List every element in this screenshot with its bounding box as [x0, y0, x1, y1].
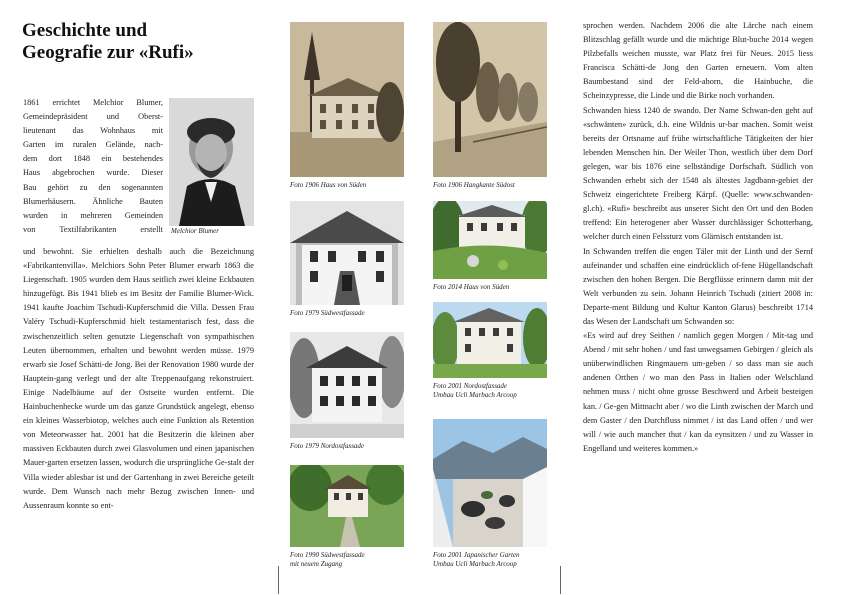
photo-2001-japanese-garden-credit: Umbau Ucli Marbach Arcoop: [433, 560, 517, 568]
photo-1990-southwest-caption: Foto 1990 Südwestfassade: [290, 551, 365, 559]
photo-1906-house-caption: Foto 1906 Haus von Süden: [290, 181, 367, 189]
lead-line: von Textilfabrikanten erstellt: [23, 224, 163, 234]
paragraph: In Schwanden treffen die engen Täler mit der Linth und der Sernf aufeinander und schaffen eine eindrücklich of-fene Hügellandschaft zwischen den hohen Bergen. Die Bergflüsse erinnern damn mit der Welt verbunden zu sein. Johann Heinrich Tschudi (zitiert 2008 in: Departe-ment Bildung und Kultur Kanton Glarus) beschreibt 1714 das Wesen der Landschaft um Schwanden so:: [583, 246, 813, 326]
photo-2001-northeast-credit: Umbau Ucli Marbach Arcoop: [433, 391, 517, 399]
lead-line: dem dort 1848 ein bestehendes: [23, 154, 163, 164]
photo-1990-southwest: [290, 465, 404, 547]
photo-2014-house-caption: Foto 2014 Haus von Süden: [433, 283, 510, 291]
photo-1979-northeast-caption: Foto 1979 Nordostfassade: [290, 442, 365, 450]
photo-2001-japanese-garden-caption: Foto 2001 Japanischer Garten: [433, 551, 520, 559]
lead-line: Garten im ruralen Gelände, nach-: [23, 140, 163, 150]
photo-1906-house: [290, 22, 404, 177]
portrait-caption: Melchior Blumer: [171, 227, 220, 235]
photo-1906-slope-caption: Foto 1906 Hangkante Südost: [433, 181, 515, 189]
column-divider: [560, 566, 561, 594]
lead-line: wurden in mehreren Gemeinden: [23, 210, 163, 220]
photo-2001-northeast-caption: Foto 2001 Nordostfassade: [433, 382, 508, 390]
photo-1906-slope: [433, 22, 547, 177]
title-line-1: Geschichte und: [22, 20, 148, 41]
photo-2001-northeast: [433, 302, 547, 378]
photo-2014-house: [433, 201, 547, 279]
lead-line: lieutenant das Wohnhaus mit: [23, 126, 163, 136]
photo-1979-southwest: [290, 201, 404, 305]
photo-1990-southwest-note: mit neuem Zugang: [290, 560, 343, 568]
page-title: [22, 20, 272, 64]
lead-text: [23, 96, 163, 237]
lead-line: Blumerhäusern. Ähnliche Bauten: [23, 196, 163, 206]
paragraph: sprochen werden. Nachdem 2006 die alte Lärche nach einem Blitzschlag gefällt wurde und die mächtige Blut-buche 2014 wegen Pilzbefalls weichen musste, war Platz frei für Neues. 2015 liess Francisca Schätti-de Jong den Garten erneuern. Vom alten Baumbestand sind der Feld-ahorn, die Hainbuche, die Scheinzypresse, die Linde und die Birke noch vorhanden.: [583, 21, 813, 101]
title-line-2: Geografie zur «Rufi»: [22, 42, 194, 63]
lead-line: Haus abgebrochen wurde. Dieser: [23, 168, 163, 178]
body-text: [23, 245, 254, 513]
photo-1979-northeast: [290, 332, 404, 438]
body-paragraph: und bewohnt. Sie erhielten deshalb auch die Bezeichnung «Fabrikantenvilla». Melchiors Sohn Peter Blumer erwarb 1863 die Liegenschaft. 1905 wurden dem Haus seitlich zwei kleine Eckbauten hinzugefügt. Bis 1941 blieb es im Besitz der Familie Blumer-Wick. 1941 kaufte Joachim Tschudi-Kupferschmid die Villa. Dessen Frau Valéry Tschudi-Kupferschmid hielt testamentarisch fest, dass die zwischenzeitlich selten genutzte Liegenschaft von sympathischen Leuten übernommen, erhalten und bewohnt werden müsse. 1979 erwarb sie Josef Schätti-de Jong. Bei der Renovation 1980 wurde der Hauptein-gang verlegt und der alte Treppenaufgang rekonstruiert. Einige Nadelbäume auf der Ostseite wurden entfernt. Die Hainbuchenhecke wurde um das ganze Grundstück angelegt, ebenso ein kleines Wasserbiotop, welches auch eine Funktion als Retention von Meteorwasser hat. 2001 hat die Besitzerin die kleinen aber massiven Eckbauten durch zwei Glasvolumen und einen japanischen Mauer-garten ersetzen lassen, wodurch die ursprüngliche Ge-stalt der Villa wieder ablesbar ist und der Gartenhang in zwei Bereiche geteilt wurde. Dem Wunsch nach mehr Bezug zwischen Innen- und Aussenraum konnte so ent-: [23, 247, 254, 510]
portrait-photo: [169, 98, 254, 226]
lead-line: Bau gehört zu den sogenannten: [23, 182, 163, 192]
lead-line: Gemeindepräsident und Oberst-: [23, 112, 163, 122]
photo-1979-southwest-caption: Foto 1979 Südwestfassade: [290, 309, 365, 317]
photo-2001-japanese-garden: [433, 419, 547, 547]
quote-paragraph: «Es wird auf drey Seithen / namlich gegen Morgen / Mit-tag und Abend / mit sehr hohen / und fast unwegsamen Gebirgen / gleich als unüberwindlichen Ringmauern um-geben / so dass man sie auch andenen Orthen / wo man den Pass in Italien oder Welschland nehmen muss / nicht ohne grosse Beschwerd und Arbeit besteigen kan. / Ge-gen Mittnacht aber / wo die Linth zwischen der March und dem Gaster / den Durchfluss nimmet / ist das Land offen / und wer will / wie auch mancher thut / kan da eynsitzen / und zu Wasser in Engelland und weiteres kommen.»: [583, 331, 813, 453]
column-3-text: [583, 19, 813, 456]
column-divider: [278, 566, 279, 594]
lead-line: 1861 errichtet Melchior Blumer,: [23, 98, 163, 107]
paragraph: Schwanden hiess 1240 de swando. Der Name Schwan-den geht auf «schwänten» zurück, d.h. eine Wildnis ur-bar machen. Somit weist bereits der Ortsname auf frühe wirtschaftliche Tätigkeiten der hier lebenden Menschen hin. Der Weiler Thon, westlich über dem Dorf gelegen, war bis 1876 eine selbständige Dorfschaft. Südlich von Schwanden erhebt sich der 1548 als ältestes Jagdbann-gebiet der Schweiz eingerichtete Freiberg Kärpf. (Quelle: www.schwanden-gl.ch). «Rufi» beschreibt aus unserer Sicht den Ort und den Boden treffend: Ein heterogener aber Wasser durchlässiger Schotterhang, welcher durch einen Felssturz vom Glärnisch entstanden ist.: [583, 105, 813, 242]
